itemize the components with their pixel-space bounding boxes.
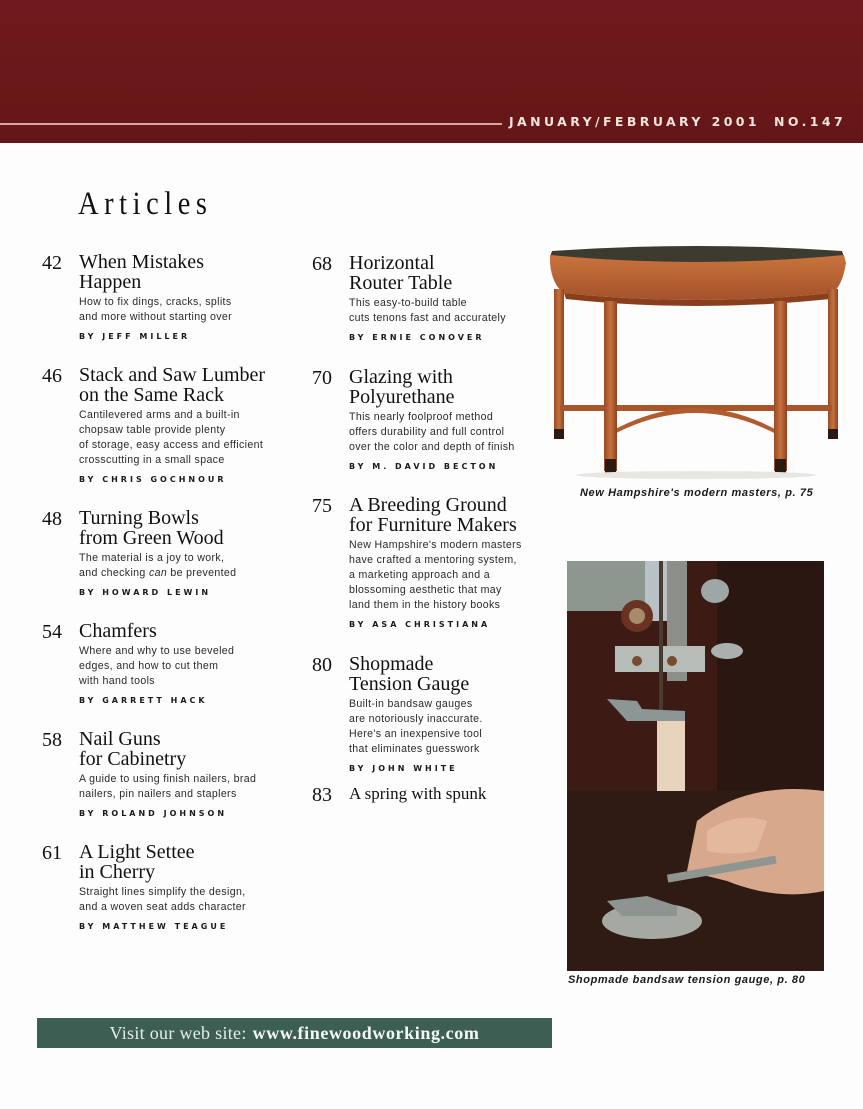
bandsaw-gauge-icon <box>567 561 824 971</box>
article-title[interactable] <box>349 367 515 407</box>
bandsaw-photo-caption: Shopmade bandsaw tension gauge, p. 80 <box>568 974 806 986</box>
title-line: Glazing with <box>349 366 453 388</box>
issue-date: JANUARY/FEBRUARY 2001 <box>509 114 760 129</box>
deck-line: are notoriously inaccurate. <box>349 713 483 725</box>
article-byline: BY ROLAND JOHNSON <box>79 809 228 818</box>
title-line: for Cabinetry <box>79 748 187 770</box>
deck-line: of storage, easy access and efficient <box>79 439 264 451</box>
page-number: 80 <box>312 654 332 676</box>
article-title[interactable] <box>79 252 232 292</box>
deck-line: A guide to using finish nailers, brad <box>79 773 257 785</box>
article-deck <box>79 408 265 468</box>
article-title[interactable] <box>79 365 265 405</box>
deck-line: offers durability and full control <box>349 426 505 438</box>
title-line: A Light Settee <box>79 841 195 863</box>
article-deck <box>79 295 232 325</box>
title-line: Tension Gauge <box>349 673 470 695</box>
article-title[interactable] <box>349 253 506 293</box>
article-deck <box>79 885 246 915</box>
title-line: from Green Wood <box>79 527 224 549</box>
deck-line <box>79 566 236 581</box>
demilune-table-icon <box>546 243 846 481</box>
page-number: 54 <box>42 621 62 643</box>
masthead-band <box>0 0 863 143</box>
title-line: on the Same Rack <box>79 384 224 406</box>
deck-line: that eliminates guesswork <box>349 743 480 755</box>
article-byline: BY MATTHEW TEAGUE <box>79 922 229 931</box>
title-line: A Breeding Ground <box>349 494 507 516</box>
article-byline: BY HOWARD LEWIN <box>79 588 212 597</box>
deck-line: have crafted a mentoring system, <box>349 554 517 566</box>
article-deck <box>349 410 515 455</box>
page-number: 75 <box>312 495 332 517</box>
article-byline: BY JEFF MILLER <box>79 332 191 341</box>
page-number: 61 <box>42 842 62 864</box>
article-byline: BY JOHN WHITE <box>349 764 458 773</box>
title-line: Router Table <box>349 272 453 294</box>
deck-line: a marketing approach and a <box>349 569 491 581</box>
issue-info <box>509 114 846 132</box>
title-line: Happen <box>79 271 142 293</box>
article-byline: BY CHRIS GOCHNOUR <box>79 475 227 484</box>
article-deck <box>79 644 234 689</box>
article-title[interactable] <box>79 842 246 882</box>
page-number: 58 <box>42 729 62 751</box>
deck-line: and more without starting over <box>79 311 232 323</box>
title-line: for Furniture Makers <box>349 514 517 536</box>
website-banner-prefix: Visit our web site: <box>109 1022 247 1043</box>
article-title[interactable] <box>79 508 236 548</box>
article-title[interactable] <box>79 729 256 769</box>
website-banner[interactable] <box>37 1018 552 1048</box>
page-number: 68 <box>312 253 332 275</box>
deck-line: cuts tenons fast and accurately <box>349 312 506 324</box>
deck-line: and a woven seat adds character <box>79 901 246 913</box>
page-number: 70 <box>312 367 332 389</box>
deck-line: edges, and how to cut them <box>79 660 219 672</box>
title-line: Nail Guns <box>79 728 161 750</box>
deck-text: be prevented <box>170 567 237 579</box>
section-title: Articles <box>78 186 213 222</box>
page-number: 48 <box>42 508 62 530</box>
deck-line: over the color and depth of finish <box>349 441 515 453</box>
deck-line: The material is a joy to work, <box>79 552 225 564</box>
website-link[interactable]: www.finewoodworking.com <box>252 1022 480 1043</box>
article-deck <box>79 772 256 802</box>
page-number: 42 <box>42 252 62 274</box>
title-line: Chamfers <box>79 620 157 642</box>
deck-emphasis: can <box>148 567 168 579</box>
page-number: 46 <box>42 365 62 387</box>
title-line: in Cherry <box>79 861 156 883</box>
article-title[interactable] <box>349 784 486 804</box>
article-byline: BY ERNIE CONOVER <box>349 333 485 342</box>
title-line: Shopmade <box>349 653 434 675</box>
article-deck <box>79 551 236 581</box>
article-deck <box>349 697 483 757</box>
article-title[interactable] <box>349 654 483 694</box>
table-photo-caption: New Hampshire's modern masters, p. 75 <box>580 487 814 499</box>
deck-line: How to fix dings, cracks, splits <box>79 296 232 308</box>
deck-line: crosscutting in a small space <box>79 454 225 466</box>
title-line: Polyurethane <box>349 386 455 408</box>
bandsaw-photo <box>567 561 824 971</box>
title-line: When Mistakes <box>79 251 204 273</box>
article-byline: BY GARRETT HACK <box>79 696 208 705</box>
deck-line: Cantilevered arms and a built-in <box>79 409 240 421</box>
title-line: Turning Bowls <box>79 507 199 529</box>
deck-line: New Hampshire's modern masters <box>349 539 522 551</box>
title-line: A spring with spunk <box>349 784 487 803</box>
table-photo <box>546 243 846 481</box>
deck-line: Straight lines simplify the design, <box>79 886 246 898</box>
article-byline: BY M. DAVID BECTON <box>349 462 499 471</box>
deck-line: with hand tools <box>79 675 155 687</box>
deck-line: nailers, pin nailers and staplers <box>79 788 237 800</box>
article-deck <box>349 296 506 326</box>
deck-line: Here's an inexpensive tool <box>349 728 483 740</box>
issue-number: NO.147 <box>774 114 847 129</box>
page-number: 83 <box>312 784 332 806</box>
deck-line: Where and why to use beveled <box>79 645 235 657</box>
article-byline: BY ASA CHRISTIANA <box>349 620 491 629</box>
deck-text: and checking <box>79 567 146 579</box>
article-title[interactable] <box>79 621 234 641</box>
deck-line: This easy-to-build table <box>349 297 467 309</box>
deck-line: land them in the history books <box>349 599 501 611</box>
deck-line: chopsaw table provide plenty <box>79 424 226 436</box>
deck-line: blossoming aesthetic that may <box>349 584 502 596</box>
masthead-rule <box>0 123 502 125</box>
title-line: Stack and Saw Lumber <box>79 364 266 386</box>
article-deck <box>349 538 522 613</box>
deck-line: Built-in bandsaw gauges <box>349 698 473 710</box>
title-line: Horizontal <box>349 252 435 274</box>
deck-line: This nearly foolproof method <box>349 411 494 423</box>
article-title[interactable] <box>349 495 522 535</box>
